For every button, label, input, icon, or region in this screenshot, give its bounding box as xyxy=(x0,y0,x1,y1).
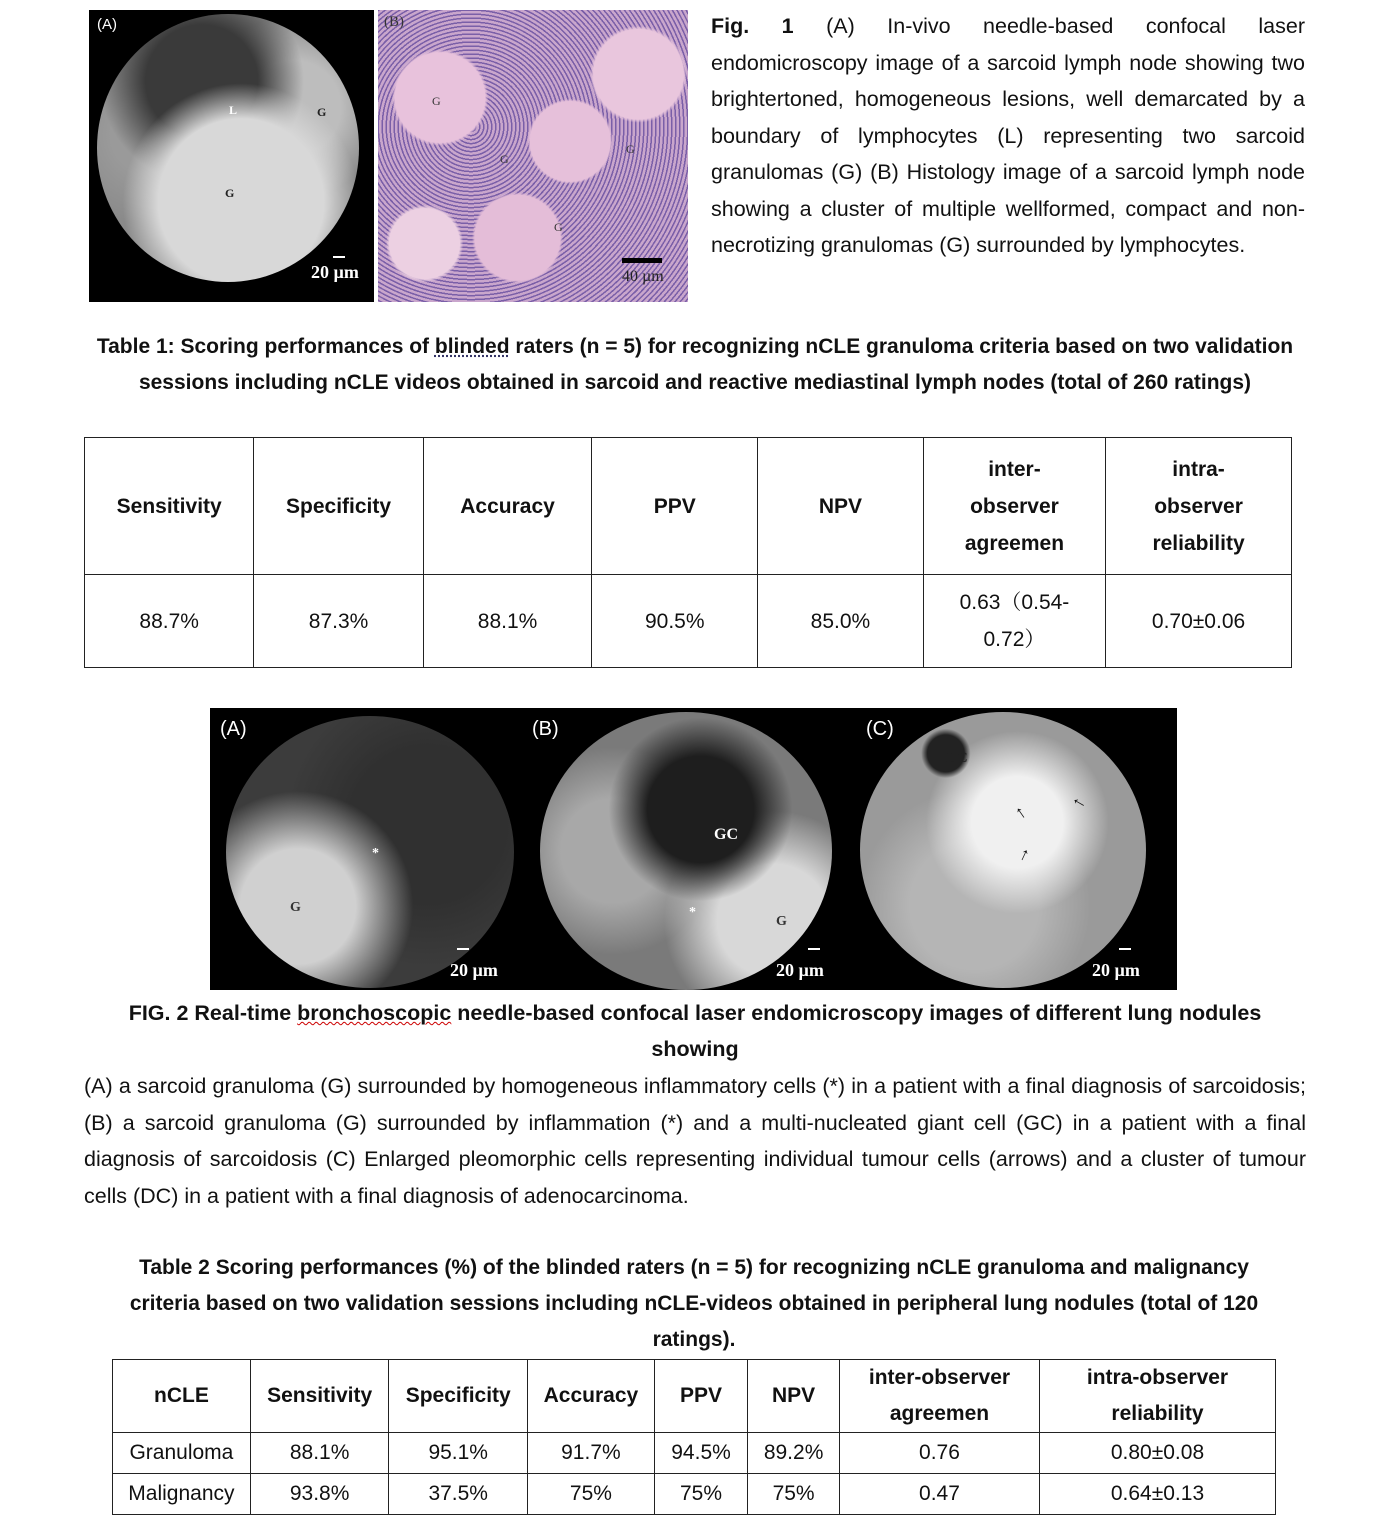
table2 xyxy=(112,1359,1276,1515)
table-header: NPV xyxy=(758,438,924,575)
table-header: Sensitivity xyxy=(250,1360,389,1433)
table-cell: 93.8% xyxy=(250,1474,389,1515)
table-cell: Malignancy xyxy=(113,1474,251,1515)
arrow-icon: ↑ xyxy=(1016,843,1034,866)
figure2-title-flagged-word: bronchoscopic xyxy=(297,1001,452,1025)
table1 xyxy=(84,437,1292,668)
table-cell: 91.7% xyxy=(528,1433,655,1474)
table1-title-text: raters (n = 5) for recognizing nCLE granuloma criteria based on two validation sessions including nCLE videos obtained in sarcoid and reactive mediastinal lymph nodes (total of 260 ratings) xyxy=(138,335,1294,394)
table-header: Accuracy xyxy=(528,1360,655,1433)
table-cell: 88.1% xyxy=(423,575,592,668)
table-cell: 88.1% xyxy=(250,1433,389,1474)
scale-label: 20 µm xyxy=(776,960,824,980)
endomicroscopy-field xyxy=(226,716,514,988)
scale-bar xyxy=(333,256,345,258)
scale-bar xyxy=(808,948,820,950)
table-header: Specificity xyxy=(389,1360,528,1433)
table1-title xyxy=(84,329,1306,401)
table2-title: Table 2 Scoring performances (%) of the blinded raters (n = 5) for recognizing nCLE granuloma and malignancy criteria based on two validation sessions including nCLE-videos obtained in peripheral lung nodules (total of 120 ratings). xyxy=(129,1256,1259,1351)
tumour-cluster-marker: DC xyxy=(946,750,968,766)
granuloma-marker: G xyxy=(317,105,327,119)
table1-title-underlined: blinded xyxy=(434,335,510,358)
granuloma-marker: G xyxy=(225,186,235,200)
table-cell: 89.2% xyxy=(748,1433,840,1474)
panel-label: (B) xyxy=(384,14,404,30)
figure1-caption-label: Fig. 1 xyxy=(711,14,794,38)
figure2-title xyxy=(84,995,1306,1067)
table-header: inter-observer agreemen xyxy=(839,1360,1039,1433)
inflammation-marker: * xyxy=(372,846,379,861)
endomicroscopy-field xyxy=(860,712,1146,988)
table-cell: 75% xyxy=(654,1474,747,1515)
table-row xyxy=(113,1474,1276,1515)
table-cell: 0.76 xyxy=(839,1433,1039,1474)
figure1-panel-a-image xyxy=(89,10,374,302)
table-row xyxy=(85,575,1292,668)
arrow-icon: ↑ xyxy=(1067,793,1089,812)
table-cell: 0.64±0.13 xyxy=(1040,1474,1276,1515)
panel-label: (A) xyxy=(220,718,247,740)
panel-label: (B) xyxy=(532,718,559,740)
table-cell: 37.5% xyxy=(389,1474,528,1515)
figure2-title-text: needle-based confocal laser endomicroscopy images of different lung nodules showing xyxy=(451,1001,1262,1061)
figure1-panel-b-histology xyxy=(378,10,688,302)
scale-label: 20 µm xyxy=(450,960,498,980)
table-cell: 95.1% xyxy=(389,1433,528,1474)
table-cell: 0.70±0.06 xyxy=(1106,575,1292,668)
figure2-title-text: FIG. 2 Real-time xyxy=(128,1001,298,1025)
table-cell: 85.0% xyxy=(758,575,924,668)
granuloma-marker: G xyxy=(776,914,787,929)
table-cell: Granuloma xyxy=(113,1433,251,1474)
scale-label: 40 µm xyxy=(622,268,664,285)
scale-bar xyxy=(1119,948,1131,950)
granuloma-marker: G xyxy=(290,900,301,915)
table-cell: 90.5% xyxy=(592,575,758,668)
table-header: Sensitivity xyxy=(85,438,254,575)
figure1-caption-text: (A) In-vivo needle-based confocal laser endomicroscopy image of a sarcoid lymph node showing two brightertoned, homogeneous lesions, well demarcated by a boundary of lymphocytes (L) representing two sarcoid granulomas (G) (B) Histology image of a sarcoid lymph node showing a cluster of multiple wellformed, compact and non-necrotizing granulomas (G) surrounded by lymphocytes. xyxy=(711,14,1305,257)
table-cell: 75% xyxy=(528,1474,655,1515)
table-cell: 94.5% xyxy=(654,1433,747,1474)
panel-label: (C) xyxy=(866,718,894,740)
scale-bar xyxy=(457,948,469,950)
table-header-row xyxy=(113,1360,1276,1433)
table-header: Accuracy xyxy=(423,438,592,575)
scale-label: 20 µm xyxy=(1092,960,1140,980)
figure2-caption: (A) a sarcoid granuloma (G) surrounded by homogeneous inflammatory cells (*) in a patient with a final diagnosis of sarcoidosis; (B) a sarcoid granuloma (G) surrounded by inflammation (*) and a multi-nucleated giant cell (GC) in a patient with a final diagnosis of sarcoidosis (C) Enlarged pleomorphic cells representing individual tumour cells (arrows) and a cluster of tumour cells (DC) in a patient with a final diagnosis of adenocarcinoma. xyxy=(84,1074,1306,1208)
arrow-icon: ↑ xyxy=(1010,801,1030,823)
table-header: Specificity xyxy=(254,438,423,575)
table-header: nCLE xyxy=(113,1360,251,1433)
granuloma-marker: G xyxy=(500,152,509,166)
granuloma-marker: G xyxy=(554,220,563,234)
table-cell: 0.80±0.08 xyxy=(1040,1433,1276,1474)
table-header: PPV xyxy=(654,1360,747,1433)
inflammation-marker: * xyxy=(689,905,696,920)
table-cell: 0.63（0.54-0.72） xyxy=(923,575,1105,668)
lymphocyte-marker: L xyxy=(229,103,238,117)
table-cell: 75% xyxy=(748,1474,840,1515)
endomicroscopy-field xyxy=(97,14,359,282)
figure1-caption xyxy=(711,8,1305,264)
endomicroscopy-field xyxy=(540,712,832,990)
scale-bar xyxy=(622,258,662,263)
table-header: inter-observer agreemen xyxy=(923,438,1105,575)
figure2-image-strip xyxy=(210,708,1177,990)
table-cell: 88.7% xyxy=(85,575,254,668)
table-header-row xyxy=(85,438,1292,575)
table-cell: 87.3% xyxy=(254,575,423,668)
table-header: intra-observer reliability xyxy=(1040,1360,1276,1433)
table-header: intra-observer reliability xyxy=(1106,438,1292,575)
table-header: NPV xyxy=(748,1360,840,1433)
panel-label: (A) xyxy=(97,16,117,33)
granuloma-marker: G xyxy=(626,142,635,156)
scale-label: 20 µm xyxy=(311,262,359,282)
granuloma-marker: G xyxy=(432,94,441,108)
table1-title-text: Table 1: Scoring performances of xyxy=(96,335,435,358)
table-header: PPV xyxy=(592,438,758,575)
table-cell: 0.47 xyxy=(839,1474,1039,1515)
giant-cell-marker: GC xyxy=(714,826,738,843)
table-row xyxy=(113,1433,1276,1474)
